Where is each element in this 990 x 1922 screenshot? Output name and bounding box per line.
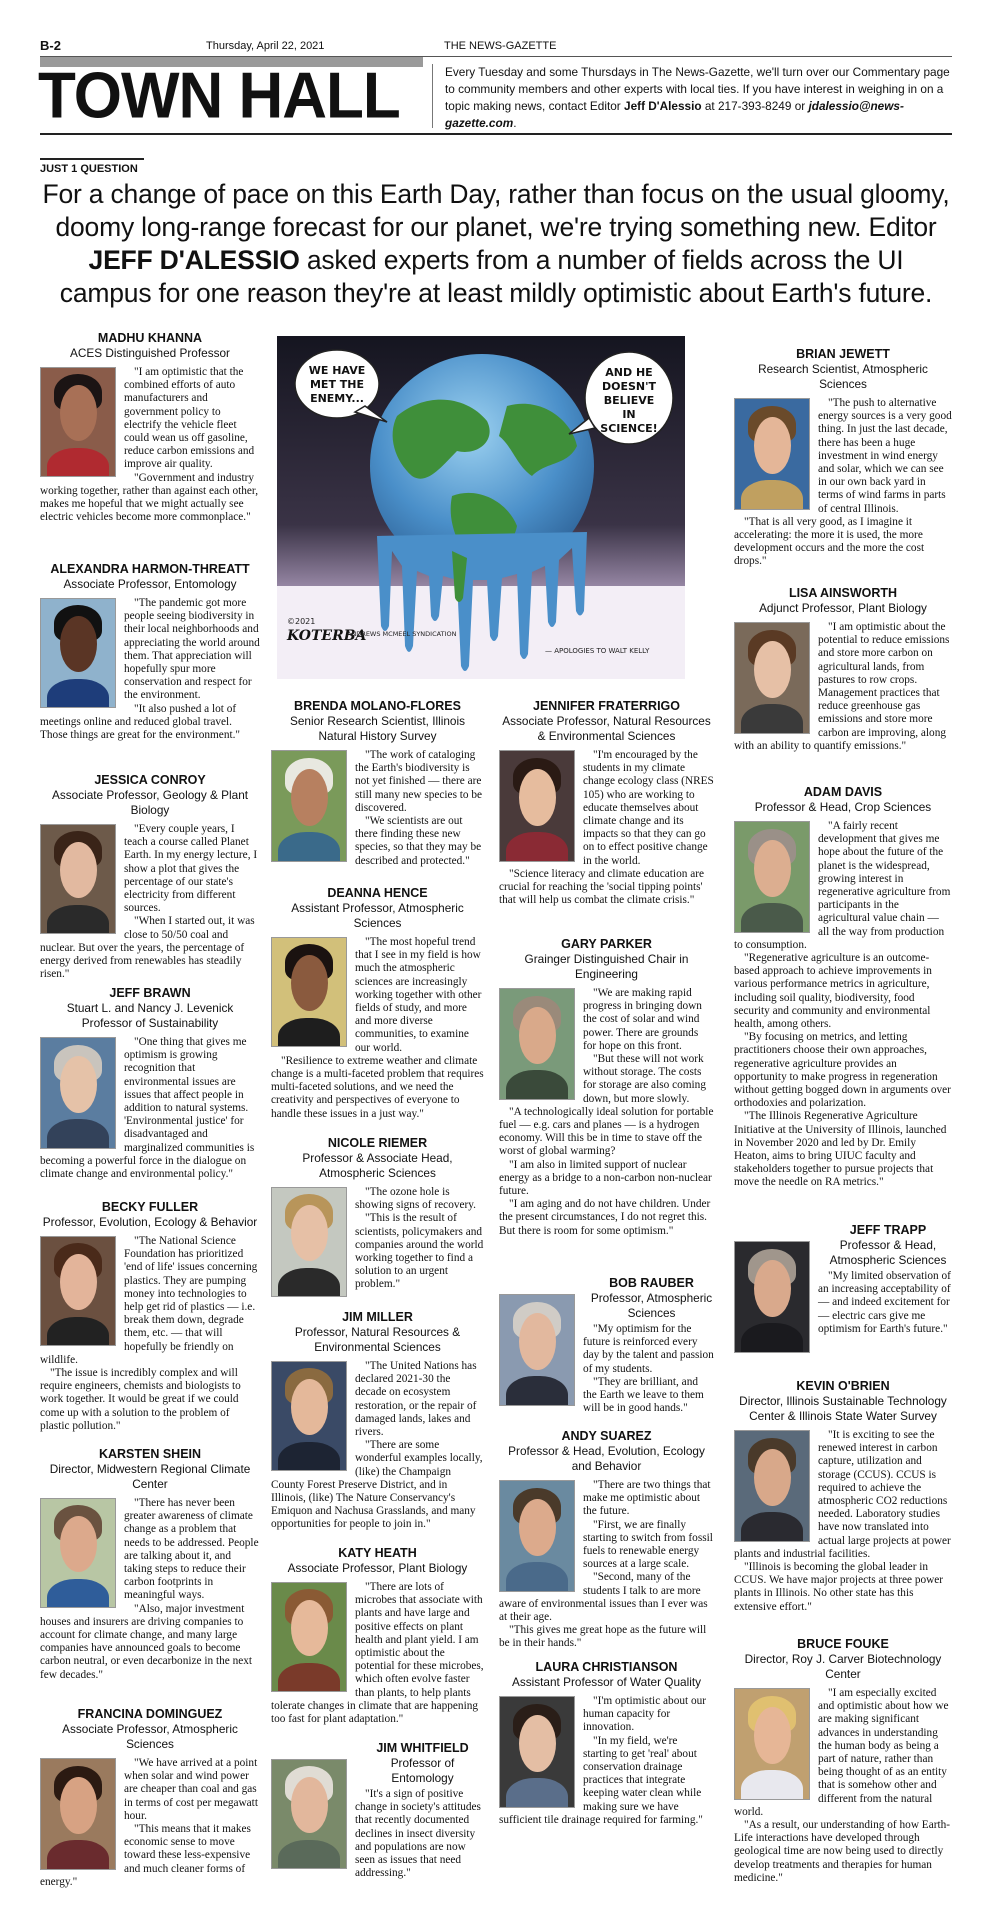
contributor-title: Assistant Professor of Water Quality bbox=[511, 1675, 702, 1689]
entry-karsten-shein bbox=[40, 1447, 260, 1682]
quote-paragraph: "Regenerative agriculture is an outcome-based approach to achieve improvements in various performance metrics in agriculture, including soil quality, biodiversity, food security and community and environmental health, among others. bbox=[734, 952, 932, 1031]
contributor-photo bbox=[734, 821, 810, 933]
svg-text:AND HE: AND HE bbox=[605, 366, 653, 379]
contributor-quote bbox=[734, 820, 952, 1190]
contributor-quote bbox=[40, 1497, 260, 1682]
quote-paragraph: "This gives me great hope as the future will be in their hands." bbox=[499, 1624, 707, 1650]
contributor-name: BRENDA MOLANO-FLORES bbox=[294, 699, 461, 713]
entry-madhu-khanna bbox=[40, 331, 260, 524]
quote-paragraph: "In my field, we're starting to get 'real' about conservation drainage practices that integrate keeping water clean while making sure we have sufficient tile drainage required for farming." bbox=[499, 1734, 703, 1826]
contributor-quote bbox=[734, 397, 952, 569]
contributor-quote bbox=[734, 1687, 952, 1885]
quote-paragraph: "The work of cataloging the Earth's biodiversity is not yet finished — there are still many new species to be discovered. bbox=[355, 749, 483, 814]
contributor-quote bbox=[271, 1186, 484, 1292]
contributor-name: ADAM DAVIS bbox=[803, 785, 883, 799]
contributor-title: Associate Professor, Plant Biology bbox=[287, 1561, 468, 1575]
contributor-name: KATY HEATH bbox=[338, 1546, 417, 1560]
contributor-name: JESSICA CONROY bbox=[94, 773, 206, 787]
contributor-photo bbox=[734, 1688, 810, 1800]
contributor-name: FRANCINA DOMINGUEZ bbox=[77, 1707, 223, 1721]
quote-paragraph: "My optimism for the future is reinforced every day by the talent and passion of my students. bbox=[583, 1323, 714, 1375]
entry-jeff-brawn bbox=[40, 986, 260, 1181]
quote-paragraph: "The ozone hole is showing signs of recovery. bbox=[355, 1186, 476, 1212]
quote-paragraph: "Government and industry working together, rather than against each other, makes me hopeful that we might actually see electric vehicles become more commonplace." bbox=[40, 471, 259, 524]
quote-paragraph: "But these will not work without storage. The costs for storage are also coming down, but more slowly. bbox=[583, 1053, 706, 1105]
entry-becky-fuller bbox=[40, 1200, 260, 1433]
contributor-quote bbox=[271, 749, 484, 868]
quote-paragraph: "My limited observation of an increasing acceptability of — and indeed excitement for — electric cars give me optimism for Earth's future." bbox=[818, 1270, 951, 1335]
quote-paragraph: "This is the result of scientists, policymakers and companies around the world working together to find a solution to an urgent problem." bbox=[355, 1212, 484, 1291]
quote-paragraph: "As a result, our understanding of how Earth-Life interactions have developed through geological time are now being used to directly develop treatments and therapies for human medicine." bbox=[734, 1819, 951, 1884]
contributor-quote bbox=[40, 1235, 260, 1433]
contributor-name: JEFF TRAPP bbox=[849, 1223, 927, 1237]
masthead-divider bbox=[432, 64, 433, 128]
contributor-name: JIM WHITFIELD bbox=[376, 1741, 469, 1755]
quote-paragraph: "The National Science Foundation has prioritized 'end of life' issues concerning plastics. They are pumping money into technologies to help get rid of plastics — i.e. break them down, degrade them, etc. — that will hopefully be friendly on wildlife. bbox=[40, 1235, 258, 1366]
quote-paragraph: "I am aging and do not have children. Under the present circumstances, I do not regret this. But there is room for some optimism." bbox=[499, 1198, 711, 1237]
intro-phone: at 217-393-8249 or bbox=[701, 99, 809, 113]
contributor-title: Professor & Head, Crop Sciences bbox=[754, 800, 932, 814]
quote-paragraph: "There are lots of microbes that associate with plants and have large and positive effects on plant health and plant yield. I am optimistic about the potential for these microbes, which often evolve faster than plants, to help plants tolerate changes in climate that are happening too fast for plant adaptation." bbox=[271, 1581, 484, 1726]
quote-paragraph: "That is all very good, as I imagine it accelerating: the more it is used, the more development occurs and the more the cost drops." bbox=[734, 515, 925, 568]
contributor-photo bbox=[271, 750, 347, 862]
contributor-title: Director, Roy J. Carver Biotechnology Center bbox=[744, 1652, 942, 1681]
contributor-title: Associate Professor, Natural Resources & Environmental Sciences bbox=[502, 714, 711, 743]
contributor-photo bbox=[271, 1361, 347, 1471]
contributor-photo bbox=[734, 622, 810, 734]
cartoon-copyright: ©2021 bbox=[287, 617, 316, 626]
contributor-name: MADHU KHANNA bbox=[97, 331, 203, 345]
contributor-quote bbox=[499, 1293, 714, 1415]
intro-end: . bbox=[513, 116, 517, 130]
contributor-photo bbox=[271, 1187, 347, 1297]
contributor-photo bbox=[40, 824, 116, 934]
svg-text:IN: IN bbox=[622, 408, 636, 421]
entry-jessica-conroy bbox=[40, 773, 260, 981]
contributor-name: ANDY SUAREZ bbox=[561, 1429, 652, 1443]
contributor-name: BRUCE FOUKE bbox=[797, 1637, 889, 1651]
intro-editor: Jeff D'Alessio bbox=[624, 99, 702, 113]
section-intro bbox=[445, 64, 955, 132]
newspaper-name: THE NEWS-GAZETTE bbox=[444, 40, 557, 52]
contributor-name: BOB RAUBER bbox=[609, 1276, 694, 1290]
contributor-photo bbox=[499, 988, 575, 1100]
headline-editor-name: JEFF D'ALESSIO bbox=[88, 245, 300, 275]
contributor-photo bbox=[271, 937, 347, 1047]
entry-laura-christianson bbox=[499, 1660, 714, 1827]
contributor-quote bbox=[40, 366, 260, 524]
contributor-quote bbox=[499, 1695, 714, 1827]
svg-text:SCIENCE!: SCIENCE! bbox=[600, 422, 658, 435]
entry-jennifer-fraterrigo bbox=[499, 699, 714, 907]
cartoon-apology: — APOLOGIES TO WALT KELLY bbox=[545, 647, 650, 655]
contributor-title: Professor & Head, Evolution, Ecology and Behavior bbox=[508, 1444, 705, 1473]
contributor-title: Grainger Distinguished Chair in Engineering bbox=[524, 952, 689, 981]
quote-paragraph: "Also, major investment houses and insurers are driving companies to account for climate change, and many large companies have announced goals to become carbon neutral, or even decarbonize in the next few decades." bbox=[40, 1602, 253, 1681]
contributor-photo bbox=[40, 1498, 116, 1608]
masthead-bottom-rule bbox=[40, 133, 952, 135]
quote-paragraph: "The pandemic got more people seeing biodiversity in their local neighborhoods and appreciating the world around them. That appreciation will hopefully spur more conservation and respect for the environment. bbox=[124, 597, 260, 702]
contributor-title: Adjunct Professor, Plant Biology bbox=[759, 601, 927, 615]
contributor-name: LAURA CHRISTIANSON bbox=[535, 1660, 678, 1674]
contributor-photo bbox=[271, 1582, 347, 1692]
entry-bruce-fouke bbox=[734, 1637, 952, 1885]
contributor-quote bbox=[734, 621, 952, 753]
contributor-title: Professor & Head, Atmospheric Sciences bbox=[829, 1238, 947, 1267]
quote-paragraph: "Resilience to extreme weather and climate change is a multi-faceted problem that requires multi-faceted solutions, and we need the creativity and perspectives of everyone to handle these issues in a just way." bbox=[271, 1054, 484, 1120]
contributor-title: Assistant Professor, Atmospheric Sciences bbox=[291, 901, 464, 930]
quote-paragraph: "There are some wonderful examples locally, (like) the Champaign County Forest Preserve District, and in Illinois, (like) The Nature Conservancy's Emiquon and Nachusa Grasslands, and many opportunities for people to join in." bbox=[271, 1439, 483, 1531]
contributor-name: JENNIFER FRATERRIGO bbox=[533, 699, 680, 713]
contributor-title: ACES Distinguished Professor bbox=[70, 346, 230, 360]
contributor-name: JIM MILLER bbox=[342, 1310, 413, 1324]
quote-paragraph: "It is exciting to see the renewed interest in carbon capture, utilization and storage (CCUS). CCUS is required to achieve the atmospheric CO2 reductions needed. Laboratory studies have now translated into actual large projects at power plants and industrial facilities. bbox=[734, 1429, 951, 1560]
contributor-photo bbox=[499, 1294, 575, 1406]
contributor-title: Stuart L. and Nancy J. Levenick Professor of Sustainability bbox=[66, 1001, 234, 1030]
contributor-name: ALEXANDRA HARMON-THREATT bbox=[50, 562, 250, 576]
contributor-photo bbox=[499, 750, 575, 862]
entry-jeff-trapp bbox=[734, 1223, 952, 1355]
quote-paragraph: "I am also in limited support of nuclear energy as a bridge to a non-carbon non-nuclear future. bbox=[499, 1158, 712, 1198]
svg-text:WE HAVE: WE HAVE bbox=[308, 364, 366, 377]
contributor-quote bbox=[40, 1757, 260, 1889]
section-masthead: TOWN HALL bbox=[38, 60, 400, 133]
contributor-name: BECKY FULLER bbox=[101, 1200, 199, 1214]
entry-lisa-ainsworth bbox=[734, 586, 952, 753]
entry-brian-jewett bbox=[734, 347, 952, 569]
contributor-title: Professor, Natural Resources & Environmental Sciences bbox=[294, 1325, 461, 1354]
kicker-label: JUST 1 QUESTION bbox=[40, 158, 144, 175]
contributor-title: Professor, Atmospheric Sciences bbox=[590, 1291, 713, 1320]
editorial-cartoon bbox=[277, 336, 685, 679]
contributor-name: NICOLE RIEMER bbox=[327, 1136, 428, 1150]
quote-paragraph: "By focusing on metrics, and letting practitioners choose their own approaches, regenerative agriculture provides an opportunity to make progress in regeneration without getting bogged down in arguments over orthodoxies and polarization. bbox=[734, 1031, 951, 1110]
headline-part-2: asked experts from a number of fields across the UI campus for one reason they're at least mildly optimistic about Earth's future. bbox=[59, 245, 933, 308]
quote-paragraph: "The push to alternative energy sources is a very good thing. In just the last decade, there has been a huge investment in wind energy and solar, which we can see in our own back yard in terms of wind farms in parts of central Illinois. bbox=[818, 397, 952, 515]
entry-bob-rauber bbox=[499, 1276, 714, 1415]
quote-paragraph: "We are making rapid progress in bringing down the cost of solar and wind power. There are grounds for hope on this front. bbox=[583, 987, 702, 1052]
entry-brenda-molano-flores bbox=[271, 699, 484, 868]
contributor-quote bbox=[40, 597, 260, 742]
quote-paragraph: "It's a sign of positive change in society's attitudes that recently documented declines in insect diversity and populations are now seen as issues that need addressing." bbox=[355, 1788, 481, 1880]
quote-paragraph: "Second, many of the students I talk to are more aware of environmental issues than I ever was at their age. bbox=[499, 1571, 708, 1624]
quote-paragraph: "First, we are finally starting to switch from fossil fuels to renewable energy sources at a large scale. bbox=[583, 1518, 713, 1571]
quote-paragraph: "This means that it makes economic sense to move toward these less-expensive and much cleaner forms of energy." bbox=[40, 1823, 251, 1888]
contributor-title: Director, Midwestern Regional Climate Center bbox=[49, 1462, 251, 1491]
contributor-photo bbox=[40, 367, 116, 477]
contributor-name: GARY PARKER bbox=[561, 937, 652, 951]
quote-paragraph: "Illinois is becoming the global leader in CCUS. We have major projects at three power plants in Illinois. No other state has this extensive effort." bbox=[734, 1561, 944, 1613]
quote-paragraph: "When I started out, it was close to 50/50 coal and nuclear. But over the years, the percentage of energy derived from renewables has steadily risen." bbox=[40, 915, 255, 981]
contributor-photo bbox=[40, 1037, 116, 1149]
entry-jim-whitfield bbox=[271, 1741, 484, 1880]
quote-paragraph: "Science literacy and climate education are crucial for reaching the 'social tipping points' that will help us combat the climate crisis." bbox=[499, 867, 704, 907]
contributor-quote bbox=[271, 936, 484, 1121]
entry-katy-heath bbox=[271, 1546, 484, 1726]
quote-paragraph: "There has never been greater awareness of climate change as a problem that needs to be addressed. People are talking about it, and taking steps to reduce their carbon footprints in meaningful ways. bbox=[124, 1497, 259, 1602]
contributor-title: Associate Professor, Geology & Plant Biology bbox=[51, 788, 249, 817]
contributor-photo bbox=[499, 1480, 575, 1592]
contributor-quote bbox=[40, 1036, 260, 1181]
main-headline bbox=[40, 178, 952, 310]
quote-paragraph: "It also pushed a lot of meetings online and reduced global travel. Those things are great for the environment." bbox=[40, 702, 241, 742]
entry-nicole-riemer bbox=[271, 1136, 484, 1299]
svg-text:MET THE: MET THE bbox=[309, 378, 365, 391]
contributor-photo bbox=[40, 1758, 116, 1870]
quote-paragraph: "The United Nations has declared 2021-30 the decade on ecosystem restoration, or the repair of damaged lands, lakes and rivers. bbox=[355, 1360, 477, 1439]
quote-paragraph: "A technologically ideal solution for portable fuel — e.g. cars and planes — is a hydrogen economy. Will this be in time to stave off the worst of global warming? bbox=[499, 1105, 714, 1158]
entry-alexandra-harmon-threatt bbox=[40, 562, 260, 742]
contributor-title: Director, Illinois Sustainable Technology Center & Illinois State Water Survey bbox=[739, 1394, 947, 1423]
contributor-quote bbox=[271, 1360, 484, 1532]
contributor-title: Professor of Entomology bbox=[390, 1756, 455, 1785]
contributor-title: Professor, Evolution, Ecology & Behavior bbox=[42, 1215, 258, 1229]
contributor-title: Senior Research Scientist, Illinois Natural History Survey bbox=[289, 714, 466, 743]
intro-email[interactable]: jdalessio@news-gazette.com bbox=[445, 99, 904, 130]
contributor-photo bbox=[734, 1241, 810, 1353]
quote-paragraph: "There are two things that make me optimistic about the future. bbox=[583, 1479, 711, 1518]
contributor-name: DEANNA HENCE bbox=[327, 886, 428, 900]
cartoon-signature: KOTERBA bbox=[287, 628, 367, 644]
intro-text: Every Tuesday and some Thursdays in The News-Gazette, we'll turn over our Commentary page to community members and other experts with local ties. If you have interest in weighing in on a topic making news, contact Editor bbox=[445, 65, 950, 113]
quote-paragraph: "The issue is incredibly complex and will require engineers, chemists and biologists to work together. It would be great if we could come up with a solution to the problem of plastic pollution." bbox=[40, 1367, 241, 1432]
quote-paragraph: "We scientists are out there finding these new species, so that they may be described and protected." bbox=[355, 815, 482, 867]
cartoon-syndicate: ANDREWS MCMEEL SYNDICATION bbox=[347, 630, 457, 638]
quote-paragraph: "I'm optimistic about our human capacity for innovation. bbox=[583, 1695, 707, 1734]
quote-paragraph: "Every couple years, I teach a course called Planet Earth. In my energy lecture, I show a plot that gives the percentage of our state's electricity from different sources. bbox=[124, 823, 258, 915]
contributor-quote bbox=[40, 823, 260, 981]
quote-paragraph: "I am optimistic that the combined efforts of auto manufacturers and government policy to electrify the vehicle fleet could wean us off gasoline, reduce carbon emissions and improve air quality. bbox=[124, 366, 255, 471]
cartoon-illustration bbox=[277, 336, 685, 679]
contributor-name: BRIAN JEWETT bbox=[796, 347, 890, 361]
contributor-title: Professor & Associate Head, Atmospheric Sciences bbox=[302, 1151, 453, 1180]
headline-part-1: For a change of pace on this Earth Day, rather than focus on the usual gloomy, doomy long-range forecast for our planet, we're trying something new. Editor bbox=[42, 179, 950, 242]
contributor-quote bbox=[499, 1479, 714, 1651]
svg-text:ENEMY...: ENEMY... bbox=[310, 392, 364, 405]
entry-kevin-obrien bbox=[734, 1379, 952, 1614]
contributor-photo bbox=[40, 1236, 116, 1346]
issue-date: Thursday, April 22, 2021 bbox=[206, 40, 325, 52]
entry-gary-parker bbox=[499, 937, 714, 1238]
quote-paragraph: "A fairly recent development that gives me hope about the future of the planet is the widespread, growing interest in regenerative agriculture from participants in the agricultural value chain — all the way from production to consumption. bbox=[734, 820, 951, 951]
entry-andy-suarez bbox=[499, 1429, 714, 1651]
page-number: B-2 bbox=[40, 38, 61, 53]
contributor-quote bbox=[499, 987, 714, 1238]
quote-paragraph: "The most hopeful trend that I see in my field is how much the atmospheric sciences are increasingly working together with other fields of study, and more and more diverse communities, to examine our world. bbox=[355, 936, 482, 1054]
contributor-name: KEVIN O'BRIEN bbox=[796, 1379, 890, 1393]
contributor-photo bbox=[499, 1696, 575, 1808]
contributor-photo bbox=[734, 1430, 810, 1542]
contributor-name: JEFF BRAWN bbox=[109, 986, 191, 1000]
quote-paragraph: "I am especially excited and optimistic about how we are making significant advances in understanding the human body as being a part of nature, rather than being thought of as an entity that is somehow other and different from the natural world. bbox=[734, 1687, 949, 1818]
contributor-photo bbox=[40, 598, 116, 708]
contributor-title: Research Scientist, Atmospheric Sciences bbox=[758, 362, 928, 391]
contributor-quote bbox=[271, 1581, 484, 1726]
contributor-photo bbox=[734, 398, 810, 510]
quote-paragraph: "One thing that gives me optimism is growing recognition that environmental issues are issues that affect people in addition to natural systems. 'Environmental justice' for disadvantaged and marginalized communities is becoming a powerful force in the dialogue on climate change and environmental policy." bbox=[40, 1036, 255, 1181]
contributor-photo bbox=[271, 1759, 347, 1869]
quote-paragraph: "I'm encouraged by the students in my climate change ecology class (NRES 105) who are working to educate themselves about climate change and its impacts so that they can go on to effect positive change in the world. bbox=[583, 749, 714, 867]
contributor-title: Associate Professor, Entomology bbox=[63, 577, 237, 591]
entry-deanna-hence bbox=[271, 886, 484, 1121]
page-header-line bbox=[40, 38, 952, 56]
contributor-quote bbox=[734, 1429, 952, 1614]
quote-paragraph: "They are brilliant, and the Earth we leave to them will be in good hands." bbox=[583, 1375, 704, 1415]
svg-text:DOESN'T: DOESN'T bbox=[602, 380, 656, 393]
entry-jim-miller bbox=[271, 1310, 484, 1532]
quote-paragraph: "I am optimistic about the potential to reduce emissions and store more carbon on agricultural lands, from pastures to row crops. Management practices that reduce greenhouse gas emissions and store more carbon are improving, along with an ability to quantify emissions." bbox=[734, 621, 950, 752]
entry-adam-davis bbox=[734, 785, 952, 1190]
contributor-title: Associate Professor, Atmospheric Sciences bbox=[62, 1722, 238, 1751]
contributor-quote bbox=[499, 749, 714, 907]
quote-paragraph: "The Illinois Regenerative Agriculture Initiative at the University of Illinois, launched in November 2020 and led by Dr. Emily Heaton, aims to bring UIUC faculty and stakeholders together to pursue projects that move the needle on RA metrics." bbox=[734, 1110, 947, 1189]
entry-francina-dominguez bbox=[40, 1707, 260, 1889]
contributor-name: KARSTEN SHEIN bbox=[98, 1447, 202, 1461]
quote-paragraph: "We have arrived at a point when solar and wind power are cheaper than coal and gas in terms of cost per megawatt hour. bbox=[124, 1757, 258, 1822]
svg-text:BELIEVE: BELIEVE bbox=[603, 394, 655, 407]
contributor-name: LISA AINSWORTH bbox=[788, 586, 898, 600]
